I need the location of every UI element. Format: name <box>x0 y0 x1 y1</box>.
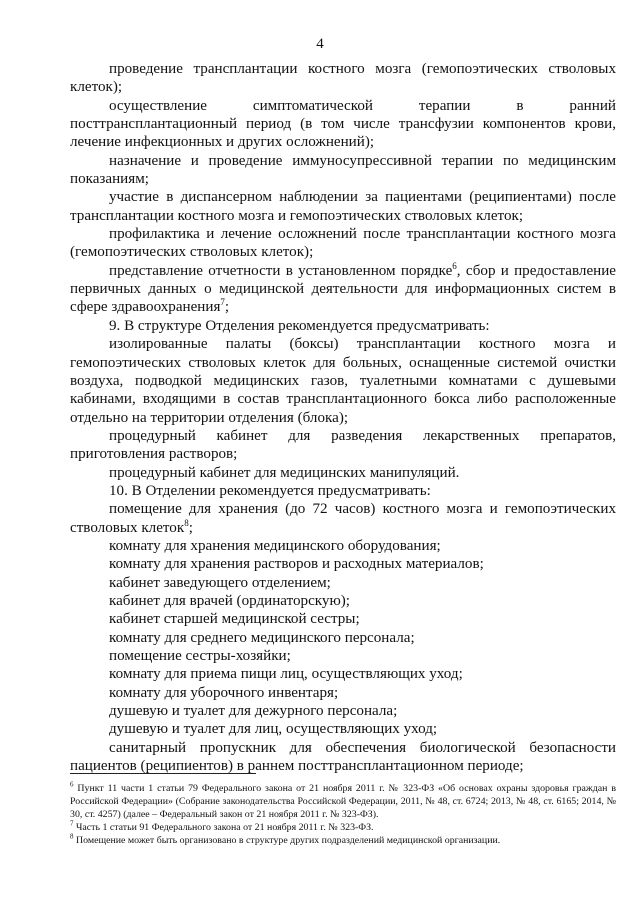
list-item: кабинет заведующего отделением; <box>109 574 331 591</box>
section-heading-9: 9. В структуре Отделения рекомендуется предусматривать: <box>109 317 490 334</box>
paragraph-text: , сбор и предоставление первичных данных о медицинской деятельности для информационных систем в сфере здравоохранения <box>70 262 616 316</box>
paragraph: проведение трансплантации костного мозга (гемопоэтических стволовых клеток); <box>70 61 616 96</box>
footnote-mark: 8 <box>70 832 74 841</box>
footnote-mark: 7 <box>70 819 74 828</box>
footnote-6 <box>70 782 616 821</box>
list-item: душевую и туалет для дежурного персонала; <box>109 703 398 720</box>
footnote-divider <box>70 773 256 774</box>
footnote-text: Помещение может быть организовано в структуре других подразделений медицинской организации. <box>73 835 501 846</box>
body-text <box>70 60 616 775</box>
footnote-7 <box>70 821 616 834</box>
list-item: санитарный пропускник для обеспечения биологической безопасности пациентов (реципиентов) в раннем посттрансплантационном периоде; <box>70 739 616 775</box>
footnote-mark: 6 <box>70 780 74 789</box>
paragraph: участие в диспансерном наблюдении за пациентами (реципиентами) после трансплантации костного мозга и гемопоэтических стволовых клеток; <box>70 189 616 224</box>
section-heading-10: 10. В Отделении рекомендуется предусматривать: <box>109 482 431 499</box>
paragraph-text: ; <box>224 299 230 316</box>
paragraph: изолированные палаты (боксы) трансплантации костного мозга и гемопоэтических стволовых клеток для больных, оснащенные системой очистки воздуха, подводкой медицинских газов, туалетными комнатами с душевыми кабинами, входящими в состав трансплантационного бокса либо расположенные отдельно на территории отделения (блока); <box>70 336 616 426</box>
paragraph-text: помещение для хранения (до 72 часов) костного мозга и гемопоэтических стволовых клеток <box>70 501 616 536</box>
list-item: помещение сестры-хозяйки; <box>109 648 291 664</box>
footnote-text: Пункт 11 части 1 статьи 79 Федерального закона от 21 ноября 2011 г. № 323-ФЗ «Об основах охраны здоровья граждан в Российской Федерации» (Собрание законодательства Российской Федерации, 2011, № 48, ст. 6724; 2013, № 48, ст. 6165; 2014, № 30, ст. 4257) (далее – Федеральный закон от 21 ноября 2011 г. № 323-ФЗ). <box>70 783 616 820</box>
footnotes <box>70 782 616 847</box>
list-item: комнату для хранения медицинского оборудования; <box>109 537 441 554</box>
paragraph-text: представление отчетности в установленном порядке <box>109 262 453 279</box>
paragraph: процедурный кабинет для медицинских манипуляций. <box>109 464 460 481</box>
paragraph-reporting <box>70 262 616 317</box>
paragraph: назначение и проведение иммуносупрессивной терапии по медицинским показаниям; <box>70 152 616 188</box>
paragraph: профилактика и лечение осложнений после трансплантации костного мозга (гемопоэтических стволовых клеток); <box>70 226 616 261</box>
list-item: комнату для хранения растворов и расходных материалов; <box>109 556 484 573</box>
footnote-text: Часть 1 статьи 91 Федерального закона от 21 ноября 2011 г. № 323-ФЗ. <box>73 822 374 833</box>
paragraph: процедурный кабинет для разведения лекарственных препаратов, приготовления растворов; <box>70 427 616 463</box>
list-item: душевую и туалет для лиц, осуществляющих уход; <box>109 721 438 738</box>
page-number: 4 <box>316 36 324 52</box>
paragraph: осуществление симптоматической терапии в ранний посттрансплантационный период (в том числе трансфузии компонентов крови, лечение инфекционных и других осложнений); <box>70 97 616 151</box>
paragraph-storage <box>70 500 616 537</box>
paragraph-text: ; <box>188 519 193 536</box>
footnote-8 <box>70 834 616 847</box>
list-item: комнату для приема пищи лиц, осуществляющих уход; <box>109 666 463 683</box>
footnote-ref[interactable]: 6 <box>452 260 457 271</box>
list-item: комнату для среднего медицинского персонала; <box>109 629 415 646</box>
footnote-ref[interactable]: 8 <box>184 517 189 528</box>
footnote-ref[interactable]: 7 <box>220 297 225 308</box>
list-item: кабинет старшей медицинской сестры; <box>109 611 360 628</box>
list-item: комнату для уборочного инвентаря; <box>109 684 339 701</box>
list-item: кабинет для врачей (ординаторскую); <box>109 592 350 609</box>
